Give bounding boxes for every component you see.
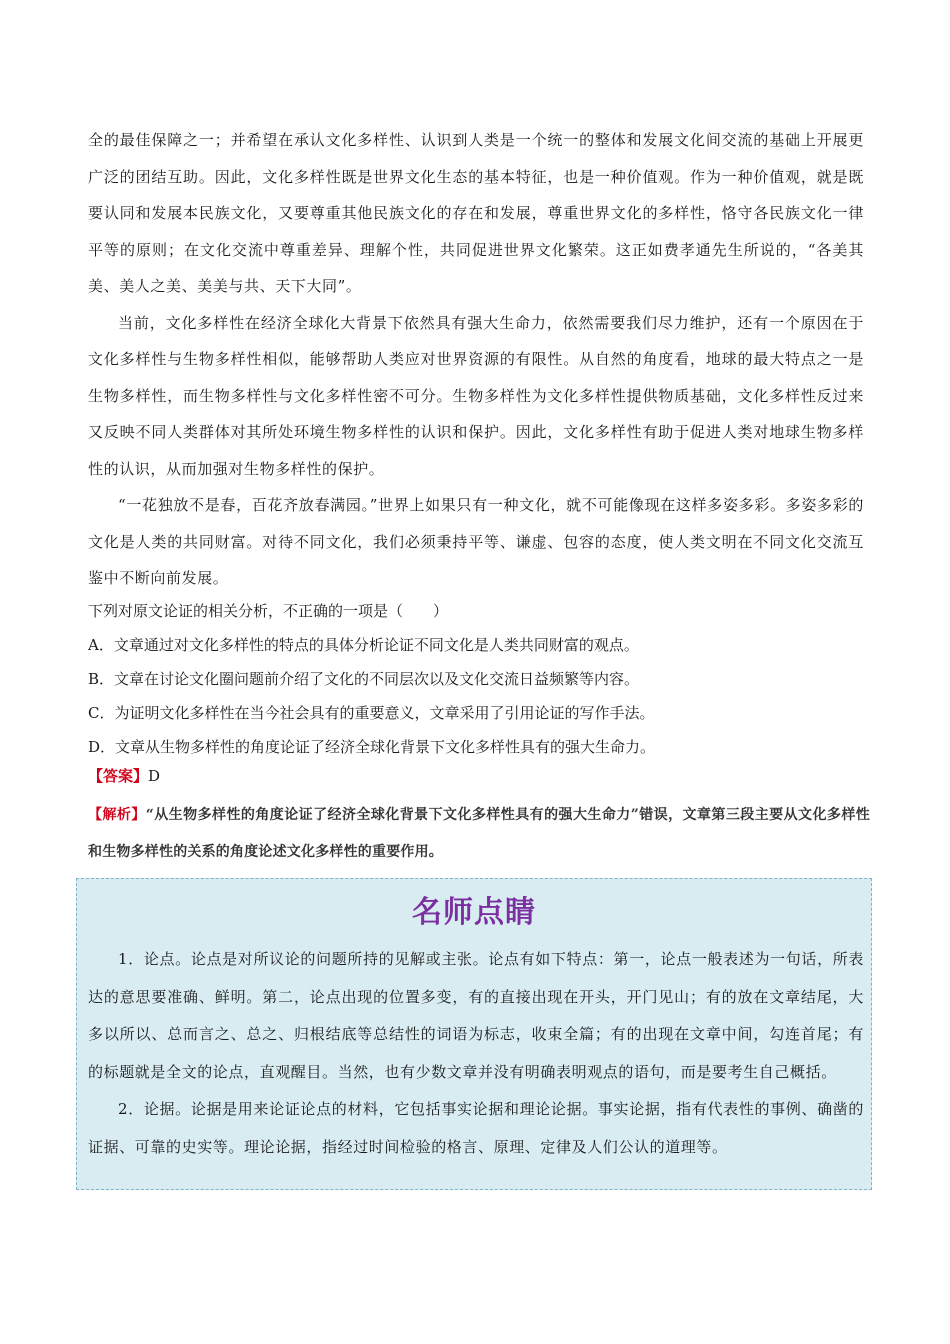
expert-tip-box	[76, 878, 872, 1190]
tip-body	[88, 941, 864, 1166]
question-block	[88, 594, 878, 764]
answer-value: D	[148, 767, 161, 785]
analysis-text: “从生物多样性的角度论证了经济全球化背景下文化多样性具有的强大生命力”错误，文章第三段主要从文化多样性和生物多样性的关系的角度论述文化多样性的重要作用。	[88, 807, 870, 860]
passage-paragraph-2: 当前，文化多样性在经济全球化大背景下依然具有强大生命力，依然需要我们尽力维护，还有一个原因在于文化多样性与生物多样性相似，能够帮助人类应对世界资源的有限性。从自然的角度看，地球的最大特点之一是生物多样性，而生物多样性与文化多样性密不可分。生物多样性为文化多样性提供物质基础，文化多样性反过来又反映不同人类群体对其所处环境生物多样性的认识和保护。因此，文化多样性有助于促进人类对地球生物多样性的认识，从而加强对生物多样性的保护。	[88, 313, 864, 478]
option-a: A．文章通过对文化多样性的特点的具体分析论证不同文化是人类共同财富的观点。	[88, 636, 639, 654]
option-c: C．为证明文化多样性在当今社会具有的重要意义，文章采用了引用论证的写作手法。	[88, 704, 655, 722]
passage-paragraph-1: 全的最佳保障之一；并希望在承认文化多样性、认识到人类是一个统一的整体和发展文化间交流的基础上开展更广泛的团结互助。因此，文化多样性既是世界文化生态的基本特征，也是一种价值观。作为一种价值观，就是既要认同和发展本民族文化，又要尊重其他民族文化的存在和发展，尊重世界文化的多样性，恪守各民族文化一律平等的原则；在文化交流中尊重差异、理解个性，共同促进世界文化繁荣。这正如费孝通先生所说的，“各美其美、美人之美、美美与共、天下大同”。	[88, 131, 864, 295]
passage-paragraph-3: “一花独放不是春，百花齐放春满园。”世界上如果只有一种文化，就不可能像现在这样多姿多彩。多姿多彩的文化是人类的共同财富。对待不同文化，我们必须秉持平等、谦虚、包容的态度，使人类文明在不同文化交流互鉴中不断向前发展。	[88, 496, 864, 587]
option-d: D．文章从生物多样性的角度论证了经济全球化背景下文化多样性具有的强大生命力。	[88, 738, 656, 756]
answer-line	[88, 762, 878, 790]
answer-tag: 【答案】	[88, 767, 149, 785]
tip-title: 名师点睛	[412, 895, 536, 930]
question-stem: 下列对原文论证的相关分析，不正确的一项是（ ）	[88, 602, 449, 620]
analysis-tag: 【解析】	[88, 807, 146, 823]
tip-paragraph-1: 1．论点。论点是对所议论的问题所持的见解或主张。论点有如下特点：第一，论点一般表述为一句话，所表达的意思要准确、鲜明。第二，论点出现的位置多变，有的直接出现在开头，开门见山；有的放在文章结尾，大多以所以、总而言之、总之、归根结底等总结性的词语为标志，收束全篇；有的出现在文章中间，勾连首尾；有的标题就是全文的论点，直观醒目。当然，也有少数文章并没有明确表明观点的语句，而是要考生自己概括。	[88, 950, 864, 1081]
option-b: B．文章在讨论文化圈问题前介绍了文化的不同层次以及文化交流日益频繁等内容。	[88, 670, 640, 688]
reading-passage	[88, 122, 864, 597]
analysis-block	[88, 797, 870, 871]
tip-paragraph-2: 2．论据。论据是用来论证论点的材料，它包括事实论据和理论论据。事实论据，指有代表性的事例、确凿的证据、可靠的史实等。理论论据，指经过时间检验的格言、原理、定律及人们公认的道理等。	[88, 1100, 864, 1156]
